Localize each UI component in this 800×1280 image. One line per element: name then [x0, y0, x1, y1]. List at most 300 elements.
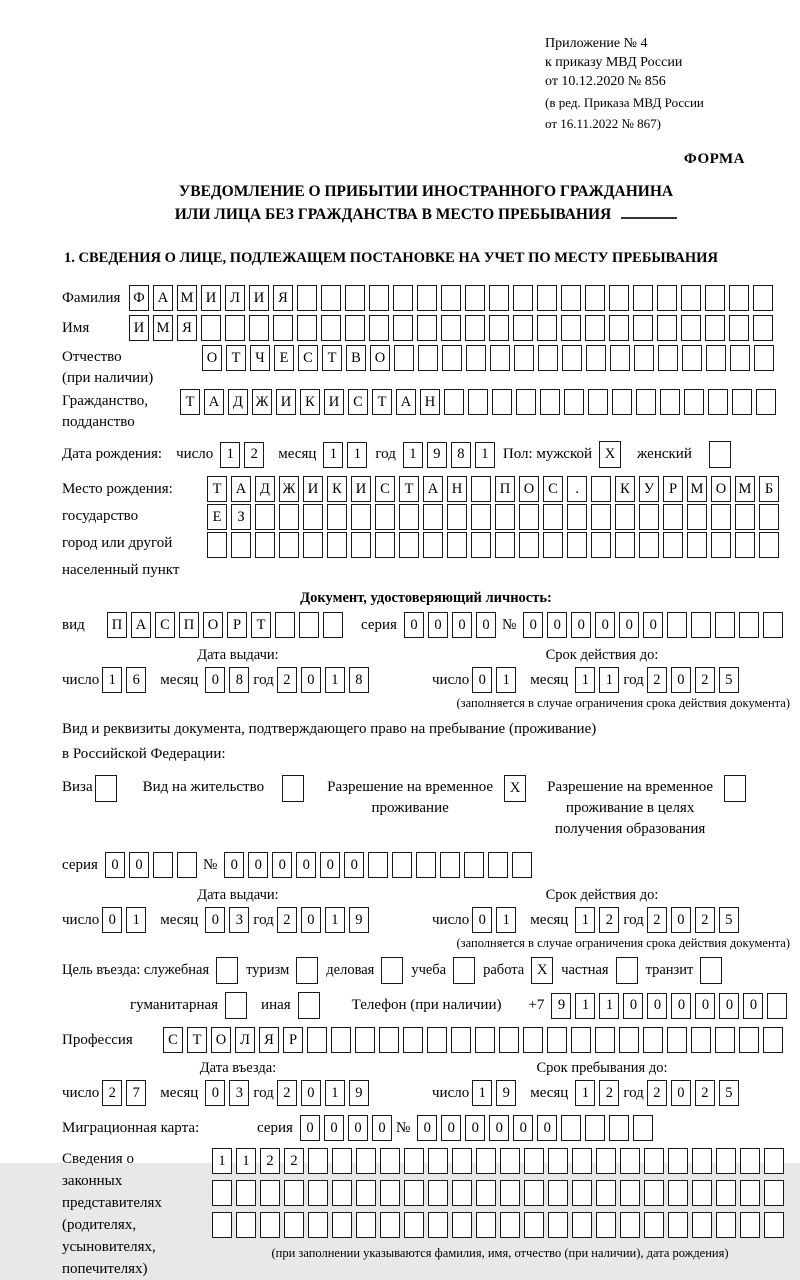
birthplace-cell[interactable]	[567, 504, 587, 530]
citizenship-cell[interactable]: И	[324, 389, 344, 415]
birthplace-cell[interactable]	[519, 532, 539, 558]
doc-number-cell[interactable]: 0	[571, 612, 591, 638]
birthplace-cell[interactable]	[327, 504, 347, 530]
business-box[interactable]	[381, 957, 403, 984]
permit-number-cell[interactable]: 0	[224, 852, 244, 878]
birthplace-cell[interactable]: К	[327, 476, 347, 502]
permit-issue-year-cell[interactable]: 9	[349, 907, 369, 933]
patronymic-cell[interactable]	[562, 345, 582, 371]
permit-number-cell[interactable]	[392, 852, 412, 878]
residence-box[interactable]	[282, 775, 304, 802]
birthplace-cell[interactable]: К	[615, 476, 635, 502]
citizenship-cell[interactable]: К	[300, 389, 320, 415]
doc-valid-day-cell[interactable]: 0	[472, 667, 492, 693]
permit-number-cell[interactable]: 0	[344, 852, 364, 878]
legal-reps-cell[interactable]	[500, 1148, 520, 1174]
birthplace-cell[interactable]: И	[303, 476, 323, 502]
patronymic-cell[interactable]: Т	[226, 345, 246, 371]
citizenship-cell[interactable]: Т	[372, 389, 392, 415]
legal-reps-cell[interactable]	[692, 1180, 712, 1206]
legal-reps-cell[interactable]	[260, 1180, 280, 1206]
entry-month-cell[interactable]: 0	[205, 1080, 225, 1106]
mig-series-cell[interactable]: 0	[348, 1115, 368, 1141]
birthplace-cell[interactable]	[567, 532, 587, 558]
birthplace-cell[interactable]	[447, 532, 467, 558]
stay-year-cell[interactable]: 5	[719, 1080, 739, 1106]
name-cell[interactable]	[201, 315, 221, 341]
permit-series-cell[interactable]	[153, 852, 173, 878]
surname-cell[interactable]	[705, 285, 725, 311]
birth-year-cell[interactable]: 1	[475, 442, 495, 468]
citizenship-cell[interactable]	[492, 389, 512, 415]
birthplace-cell[interactable]	[591, 504, 611, 530]
birthplace-cell[interactable]	[351, 532, 371, 558]
legal-reps-cell[interactable]	[716, 1148, 736, 1174]
surname-cell[interactable]	[297, 285, 317, 311]
birth-month-cell[interactable]: 1	[323, 442, 343, 468]
name-cell[interactable]	[633, 315, 653, 341]
doc-number-cell[interactable]	[763, 612, 783, 638]
name-cell[interactable]	[249, 315, 269, 341]
profession-cell[interactable]	[379, 1027, 399, 1053]
birthplace-cell[interactable]: М	[735, 476, 755, 502]
doc-type-cell[interactable]: А	[131, 612, 151, 638]
mig-number-cell[interactable]: 0	[537, 1115, 557, 1141]
doc-valid-year-cell[interactable]: 2	[695, 667, 715, 693]
legal-reps-cell[interactable]	[236, 1180, 256, 1206]
patronymic-cell[interactable]	[394, 345, 414, 371]
birthplace-cell[interactable]: .	[567, 476, 587, 502]
birthplace-cell[interactable]: Т	[207, 476, 227, 502]
citizenship-cell[interactable]: А	[204, 389, 224, 415]
patronymic-cell[interactable]	[538, 345, 558, 371]
birthplace-cell[interactable]: И	[351, 476, 371, 502]
patronymic-cell[interactable]: С	[298, 345, 318, 371]
legal-reps-cell[interactable]	[764, 1180, 784, 1206]
surname-cell[interactable]: И	[201, 285, 221, 311]
name-cell[interactable]	[585, 315, 605, 341]
stay-month-cell[interactable]: 1	[575, 1080, 595, 1106]
profession-cell[interactable]	[739, 1027, 759, 1053]
mig-number-cell[interactable]: 0	[465, 1115, 485, 1141]
doc-series-cell[interactable]: 0	[476, 612, 496, 638]
birthplace-cell[interactable]	[687, 532, 707, 558]
legal-reps-cell[interactable]	[284, 1212, 304, 1238]
birthplace-cell[interactable]	[663, 504, 683, 530]
citizenship-cell[interactable]	[612, 389, 632, 415]
profession-cell[interactable]: Р	[283, 1027, 303, 1053]
birthplace-cell[interactable]	[303, 532, 323, 558]
profession-cell[interactable]	[331, 1027, 351, 1053]
doc-type-cell[interactable]: С	[155, 612, 175, 638]
name-cell[interactable]	[729, 315, 749, 341]
legal-reps-cell[interactable]	[644, 1212, 664, 1238]
profession-cell[interactable]	[427, 1027, 447, 1053]
patronymic-cell[interactable]	[442, 345, 462, 371]
birthplace-cell[interactable]	[327, 532, 347, 558]
legal-reps-cell[interactable]	[548, 1180, 568, 1206]
citizenship-cell[interactable]: Д	[228, 389, 248, 415]
birthplace-cell[interactable]	[423, 532, 443, 558]
legal-reps-cell[interactable]	[356, 1180, 376, 1206]
legal-reps-cell[interactable]	[356, 1212, 376, 1238]
doc-valid-year-cell[interactable]: 2	[647, 667, 667, 693]
legal-reps-cell[interactable]	[740, 1148, 760, 1174]
birth-year-cell[interactable]: 1	[403, 442, 423, 468]
profession-cell[interactable]	[571, 1027, 591, 1053]
permit-number-cell[interactable]: 0	[320, 852, 340, 878]
surname-cell[interactable]: Ф	[129, 285, 149, 311]
legal-reps-cell[interactable]	[620, 1148, 640, 1174]
legal-reps-cell[interactable]	[668, 1180, 688, 1206]
patronymic-cell[interactable]: Ч	[250, 345, 270, 371]
permit-number-cell[interactable]	[368, 852, 388, 878]
work-box[interactable]: X	[531, 957, 553, 984]
citizenship-cell[interactable]	[756, 389, 776, 415]
legal-reps-cell[interactable]	[668, 1212, 688, 1238]
profession-cell[interactable]	[355, 1027, 375, 1053]
birthplace-cell[interactable]	[735, 532, 755, 558]
legal-reps-cell[interactable]	[644, 1148, 664, 1174]
doc-type-cell[interactable]: П	[107, 612, 127, 638]
other-box[interactable]	[298, 992, 320, 1019]
profession-cell[interactable]	[475, 1027, 495, 1053]
entry-year-cell[interactable]: 2	[277, 1080, 297, 1106]
birthplace-cell[interactable]	[759, 504, 779, 530]
legal-reps-cell[interactable]	[428, 1148, 448, 1174]
citizenship-cell[interactable]: Т	[180, 389, 200, 415]
legal-reps-cell[interactable]: 1	[212, 1148, 232, 1174]
permit-number-cell[interactable]: 0	[248, 852, 268, 878]
phone-cell[interactable]	[767, 993, 787, 1019]
profession-cell[interactable]: С	[163, 1027, 183, 1053]
citizenship-cell[interactable]	[516, 389, 536, 415]
surname-cell[interactable]	[345, 285, 365, 311]
permit-issue-year-cell[interactable]: 0	[301, 907, 321, 933]
patronymic-cell[interactable]	[754, 345, 774, 371]
name-cell[interactable]	[465, 315, 485, 341]
doc-series-cell[interactable]: 0	[452, 612, 472, 638]
patronymic-cell[interactable]	[586, 345, 606, 371]
legal-reps-cell[interactable]	[548, 1148, 568, 1174]
profession-cell[interactable]: О	[211, 1027, 231, 1053]
birthplace-cell[interactable]: Т	[399, 476, 419, 502]
birthplace-cell[interactable]	[639, 532, 659, 558]
doc-issue-year-cell[interactable]: 1	[325, 667, 345, 693]
name-cell[interactable]	[417, 315, 437, 341]
legal-reps-cell[interactable]	[572, 1148, 592, 1174]
legal-reps-cell[interactable]	[644, 1180, 664, 1206]
doc-series-cell[interactable]: 0	[428, 612, 448, 638]
legal-reps-cell[interactable]: 2	[284, 1148, 304, 1174]
birthplace-cell[interactable]: А	[231, 476, 251, 502]
name-cell[interactable]	[345, 315, 365, 341]
legal-reps-cell[interactable]	[524, 1148, 544, 1174]
legal-reps-cell[interactable]	[716, 1180, 736, 1206]
name-cell[interactable]	[225, 315, 245, 341]
surname-cell[interactable]	[513, 285, 533, 311]
birthplace-cell[interactable]	[711, 532, 731, 558]
birthplace-cell[interactable]	[351, 504, 371, 530]
citizenship-cell[interactable]	[684, 389, 704, 415]
patronymic-cell[interactable]	[682, 345, 702, 371]
permit-number-cell[interactable]	[512, 852, 532, 878]
surname-cell[interactable]	[681, 285, 701, 311]
name-cell[interactable]	[273, 315, 293, 341]
birthplace-cell[interactable]: Д	[255, 476, 275, 502]
citizenship-cell[interactable]	[660, 389, 680, 415]
surname-cell[interactable]: Л	[225, 285, 245, 311]
profession-cell[interactable]	[451, 1027, 471, 1053]
birthplace-cell[interactable]	[495, 504, 515, 530]
legal-reps-cell[interactable]	[740, 1180, 760, 1206]
permit-valid-month-cell[interactable]: 1	[575, 907, 595, 933]
legal-reps-cell[interactable]	[404, 1212, 424, 1238]
doc-number-cell[interactable]: 0	[619, 612, 639, 638]
permit-issue-day-cell[interactable]: 0	[102, 907, 122, 933]
legal-reps-cell[interactable]	[476, 1212, 496, 1238]
legal-reps-cell[interactable]	[692, 1212, 712, 1238]
legal-reps-cell[interactable]	[404, 1148, 424, 1174]
entry-year-cell[interactable]: 1	[325, 1080, 345, 1106]
name-cell[interactable]	[489, 315, 509, 341]
permit-valid-day-cell[interactable]: 0	[472, 907, 492, 933]
legal-reps-cell[interactable]	[620, 1212, 640, 1238]
visa-box[interactable]	[95, 775, 117, 802]
mig-number-cell[interactable]	[633, 1115, 653, 1141]
birthplace-cell[interactable]: М	[687, 476, 707, 502]
birthplace-cell[interactable]	[471, 476, 491, 502]
name-cell[interactable]	[609, 315, 629, 341]
transit-box[interactable]	[700, 957, 722, 984]
birthplace-cell[interactable]	[471, 504, 491, 530]
birthplace-cell[interactable]: С	[375, 476, 395, 502]
patronymic-cell[interactable]	[634, 345, 654, 371]
birthplace-cell[interactable]: Н	[447, 476, 467, 502]
legal-reps-cell[interactable]: 2	[260, 1148, 280, 1174]
doc-valid-day-cell[interactable]: 1	[496, 667, 516, 693]
birthplace-cell[interactable]	[255, 532, 275, 558]
legal-reps-cell[interactable]	[380, 1148, 400, 1174]
birthplace-cell[interactable]	[639, 504, 659, 530]
legal-reps-cell[interactable]	[764, 1148, 784, 1174]
doc-issue-year-cell[interactable]: 0	[301, 667, 321, 693]
doc-issue-day-cell[interactable]: 6	[126, 667, 146, 693]
birthplace-cell[interactable]	[519, 504, 539, 530]
surname-cell[interactable]	[657, 285, 677, 311]
entry-year-cell[interactable]: 9	[349, 1080, 369, 1106]
legal-reps-cell[interactable]	[452, 1180, 472, 1206]
birthplace-cell[interactable]	[543, 504, 563, 530]
citizenship-cell[interactable]	[636, 389, 656, 415]
surname-cell[interactable]	[465, 285, 485, 311]
name-cell[interactable]: И	[129, 315, 149, 341]
surname-cell[interactable]	[561, 285, 581, 311]
legal-reps-cell[interactable]	[380, 1180, 400, 1206]
mig-number-cell[interactable]: 0	[417, 1115, 437, 1141]
humanitarian-box[interactable]	[225, 992, 247, 1019]
gender-female-box[interactable]	[709, 441, 731, 468]
legal-reps-cell[interactable]	[452, 1212, 472, 1238]
birthplace-cell[interactable]	[495, 532, 515, 558]
surname-cell[interactable]	[441, 285, 461, 311]
surname-cell[interactable]: И	[249, 285, 269, 311]
name-cell[interactable]	[681, 315, 701, 341]
birthplace-cell[interactable]: П	[495, 476, 515, 502]
profession-cell[interactable]	[403, 1027, 423, 1053]
entry-day-cell[interactable]: 7	[126, 1080, 146, 1106]
birthplace-cell[interactable]	[615, 532, 635, 558]
patronymic-cell[interactable]: Е	[274, 345, 294, 371]
birthplace-cell[interactable]	[231, 532, 251, 558]
profession-cell[interactable]	[715, 1027, 735, 1053]
legal-reps-cell[interactable]	[236, 1212, 256, 1238]
birthplace-cell[interactable]	[591, 532, 611, 558]
citizenship-cell[interactable]: Ж	[252, 389, 272, 415]
profession-cell[interactable]	[547, 1027, 567, 1053]
name-cell[interactable]	[369, 315, 389, 341]
legal-reps-cell[interactable]	[332, 1148, 352, 1174]
permit-number-cell[interactable]	[488, 852, 508, 878]
patronymic-cell[interactable]	[730, 345, 750, 371]
birthplace-cell[interactable]	[591, 476, 611, 502]
phone-cell[interactable]: 0	[743, 993, 763, 1019]
doc-series-cell[interactable]: 0	[404, 612, 424, 638]
birthplace-cell[interactable]: С	[543, 476, 563, 502]
birthplace-cell[interactable]	[447, 504, 467, 530]
legal-reps-cell[interactable]	[524, 1212, 544, 1238]
permit-valid-year-cell[interactable]: 0	[671, 907, 691, 933]
stay-day-cell[interactable]: 9	[496, 1080, 516, 1106]
legal-reps-cell[interactable]	[452, 1148, 472, 1174]
surname-cell[interactable]	[537, 285, 557, 311]
permit-issue-month-cell[interactable]: 0	[205, 907, 225, 933]
surname-cell[interactable]	[417, 285, 437, 311]
birthplace-cell[interactable]	[207, 532, 227, 558]
birthplace-cell[interactable]	[279, 532, 299, 558]
doc-number-cell[interactable]: 0	[595, 612, 615, 638]
legal-reps-cell[interactable]	[596, 1148, 616, 1174]
doc-number-cell[interactable]	[715, 612, 735, 638]
mig-series-cell[interactable]: 0	[372, 1115, 392, 1141]
permit-valid-month-cell[interactable]: 2	[599, 907, 619, 933]
name-cell[interactable]	[393, 315, 413, 341]
citizenship-cell[interactable]	[708, 389, 728, 415]
doc-issue-day-cell[interactable]: 1	[102, 667, 122, 693]
birthplace-cell[interactable]	[399, 504, 419, 530]
entry-month-cell[interactable]: 3	[229, 1080, 249, 1106]
permit-issue-year-cell[interactable]: 2	[277, 907, 297, 933]
profession-cell[interactable]	[499, 1027, 519, 1053]
legal-reps-cell[interactable]	[332, 1212, 352, 1238]
name-cell[interactable]	[657, 315, 677, 341]
phone-cell[interactable]: 0	[695, 993, 715, 1019]
profession-cell[interactable]	[643, 1027, 663, 1053]
study-box[interactable]	[453, 957, 475, 984]
birthplace-cell[interactable]: Е	[207, 504, 227, 530]
permit-issue-year-cell[interactable]: 1	[325, 907, 345, 933]
birthplace-cell[interactable]	[711, 504, 731, 530]
profession-cell[interactable]: Т	[187, 1027, 207, 1053]
birthplace-cell[interactable]: О	[519, 476, 539, 502]
legal-reps-cell[interactable]	[308, 1180, 328, 1206]
legal-reps-cell[interactable]	[620, 1180, 640, 1206]
permit-number-cell[interactable]	[440, 852, 460, 878]
phone-cell[interactable]: 1	[575, 993, 595, 1019]
permit-valid-day-cell[interactable]: 1	[496, 907, 516, 933]
doc-type-cell[interactable]: Т	[251, 612, 271, 638]
phone-cell[interactable]: 0	[719, 993, 739, 1019]
birth-year-cell[interactable]: 9	[427, 442, 447, 468]
permit-issue-month-cell[interactable]: 3	[229, 907, 249, 933]
doc-number-cell[interactable]	[691, 612, 711, 638]
doc-type-cell[interactable]	[323, 612, 343, 638]
doc-issue-month-cell[interactable]: 0	[205, 667, 225, 693]
name-cell[interactable]	[441, 315, 461, 341]
birthplace-cell[interactable]	[423, 504, 443, 530]
citizenship-cell[interactable]: А	[396, 389, 416, 415]
birthplace-cell[interactable]	[735, 504, 755, 530]
doc-type-cell[interactable]: Р	[227, 612, 247, 638]
patronymic-cell[interactable]	[514, 345, 534, 371]
doc-type-cell[interactable]	[275, 612, 295, 638]
name-cell[interactable]	[321, 315, 341, 341]
birth-year-cell[interactable]: 8	[451, 442, 471, 468]
legal-reps-cell[interactable]	[212, 1180, 232, 1206]
name-cell[interactable]	[753, 315, 773, 341]
patronymic-cell[interactable]: О	[202, 345, 222, 371]
entry-year-cell[interactable]: 0	[301, 1080, 321, 1106]
official-box[interactable]	[216, 957, 238, 984]
citizenship-cell[interactable]	[588, 389, 608, 415]
legal-reps-cell[interactable]	[548, 1212, 568, 1238]
legal-reps-cell[interactable]	[212, 1212, 232, 1238]
profession-cell[interactable]	[691, 1027, 711, 1053]
patronymic-cell[interactable]	[706, 345, 726, 371]
private-box[interactable]	[616, 957, 638, 984]
legal-reps-cell[interactable]	[572, 1212, 592, 1238]
citizenship-cell[interactable]: Н	[420, 389, 440, 415]
birthplace-cell[interactable]	[759, 532, 779, 558]
name-cell[interactable]: Я	[177, 315, 197, 341]
doc-type-cell[interactable]: О	[203, 612, 223, 638]
stay-year-cell[interactable]: 2	[647, 1080, 667, 1106]
legal-reps-cell[interactable]	[500, 1180, 520, 1206]
legal-reps-cell[interactable]	[572, 1180, 592, 1206]
birth-month-cell[interactable]: 1	[347, 442, 367, 468]
doc-issue-year-cell[interactable]: 2	[277, 667, 297, 693]
birthplace-cell[interactable]	[279, 504, 299, 530]
permit-series-cell[interactable]: 0	[105, 852, 125, 878]
legal-reps-cell[interactable]	[524, 1180, 544, 1206]
profession-cell[interactable]	[667, 1027, 687, 1053]
profession-cell[interactable]	[619, 1027, 639, 1053]
surname-cell[interactable]: А	[153, 285, 173, 311]
birth-day-cell[interactable]: 1	[220, 442, 240, 468]
doc-type-cell[interactable]: П	[179, 612, 199, 638]
birthplace-cell[interactable]	[375, 504, 395, 530]
birthplace-cell[interactable]: У	[639, 476, 659, 502]
temp-permit-box[interactable]: X	[504, 775, 526, 802]
surname-cell[interactable]	[321, 285, 341, 311]
profession-cell[interactable]: Л	[235, 1027, 255, 1053]
legal-reps-cell[interactable]	[308, 1148, 328, 1174]
birthplace-cell[interactable]	[255, 504, 275, 530]
mig-number-cell[interactable]: 0	[513, 1115, 533, 1141]
stay-year-cell[interactable]: 0	[671, 1080, 691, 1106]
profession-cell[interactable]	[307, 1027, 327, 1053]
surname-cell[interactable]: Я	[273, 285, 293, 311]
